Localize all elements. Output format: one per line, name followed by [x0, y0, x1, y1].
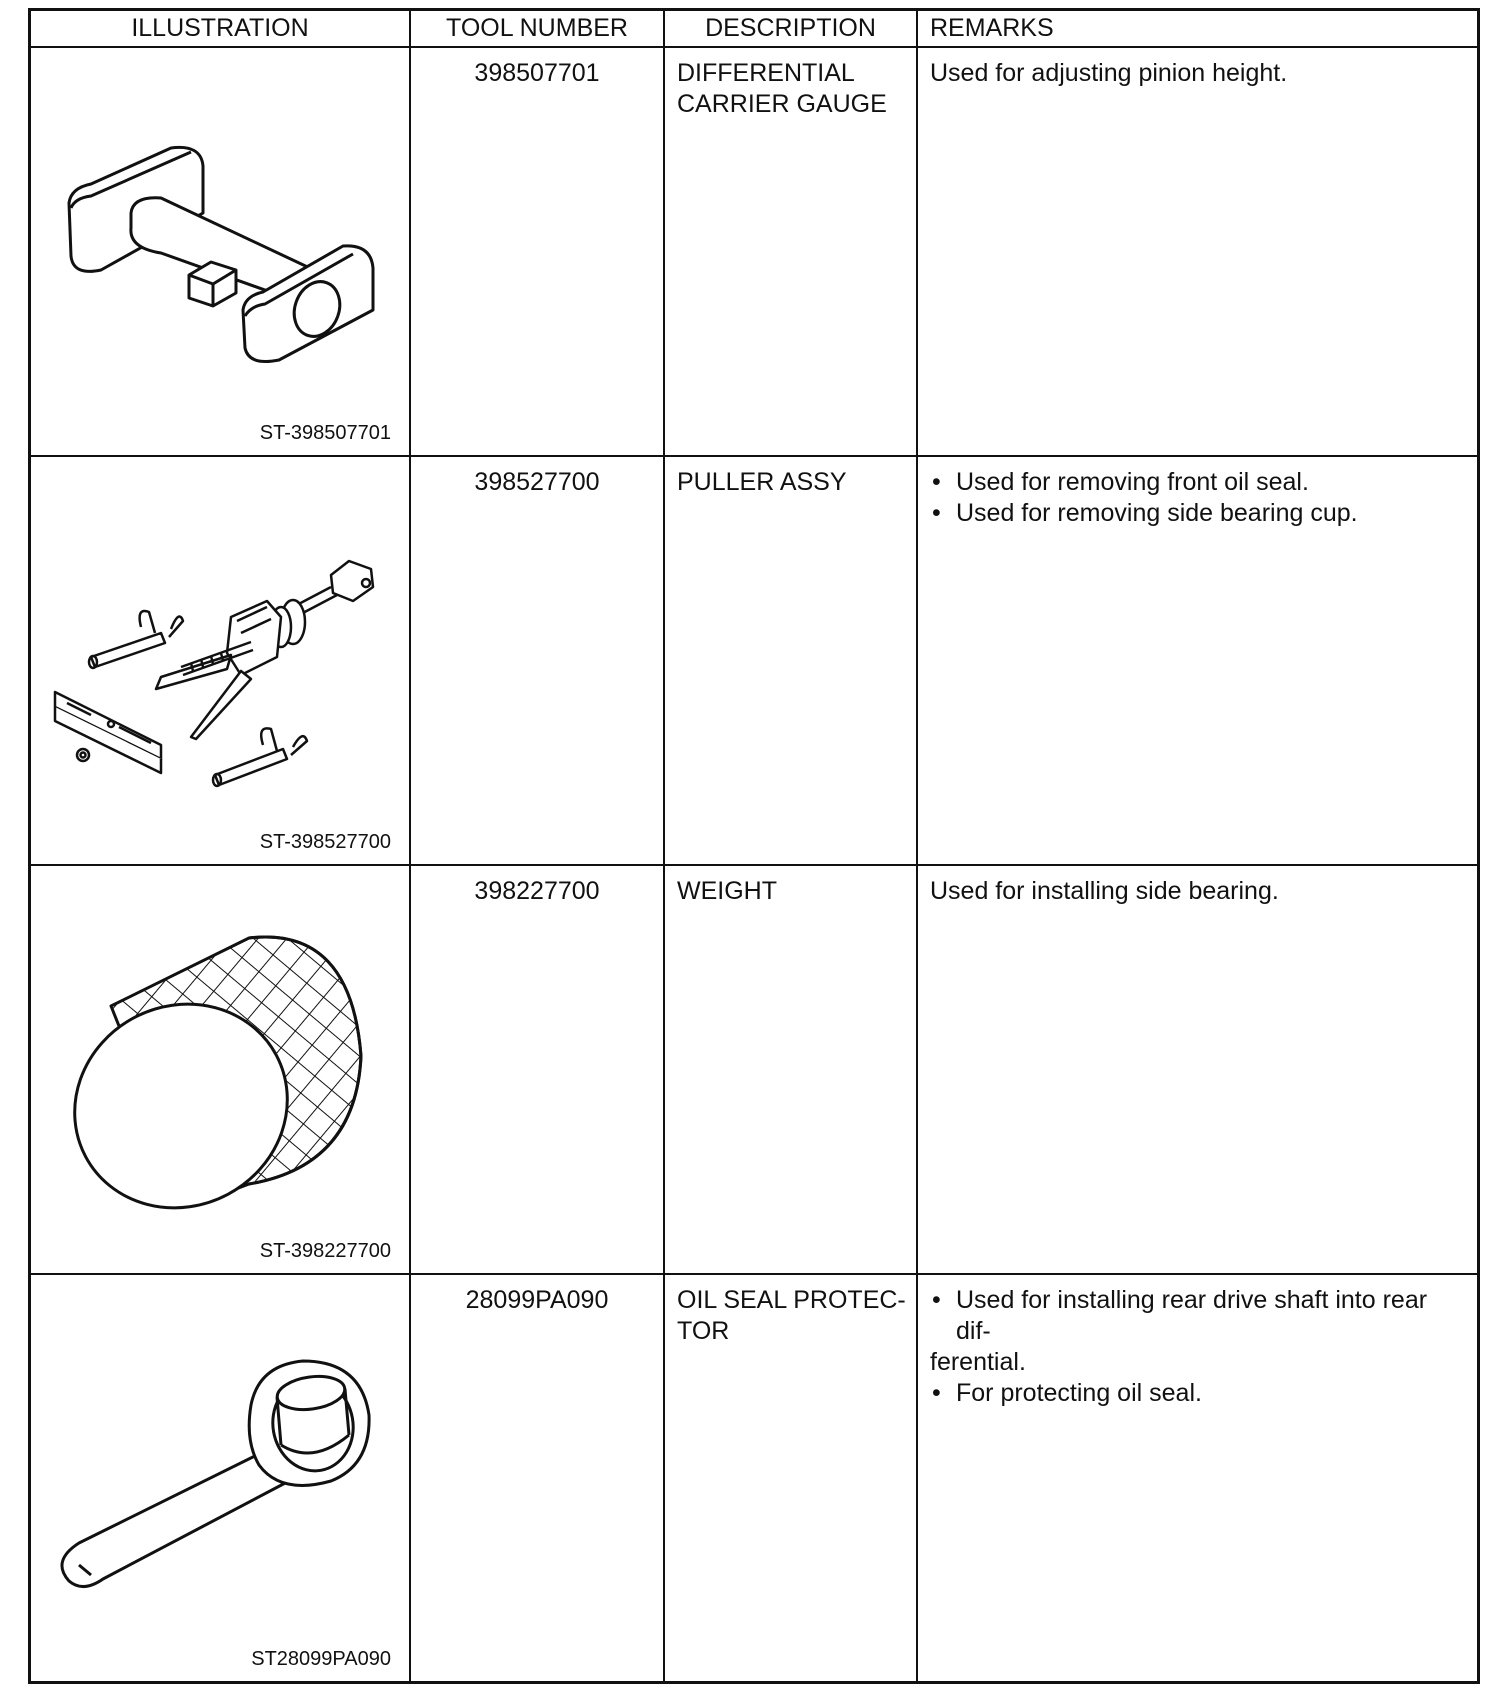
remark-text: Used for adjusting pinion height.: [930, 59, 1288, 87]
table-row: [31, 866, 1477, 1275]
remark-text: Used for installing side bearing.: [930, 877, 1279, 905]
tool-remarks: [918, 866, 1480, 1273]
header-illustration: ILLUSTRATION: [31, 11, 411, 46]
tool-description: OIL SEAL PROTEC- TOR: [665, 1275, 918, 1681]
oil-seal-protector-icon: [31, 1275, 409, 1681]
tool-number: 398527700: [411, 457, 665, 864]
table-row: [31, 48, 1477, 457]
remark-bullet: • For protecting oil seal.: [930, 1378, 1468, 1409]
table-row: [31, 457, 1477, 866]
illustration-cell: [31, 1275, 411, 1681]
illustration-code: ST-398507701: [259, 422, 391, 444]
remark-continuation: ferential.: [930, 1348, 1026, 1376]
illustration-cell: [31, 457, 411, 864]
tool-description: DIFFERENTIAL CARRIER GAUGE: [665, 48, 918, 455]
header-row: [31, 11, 1477, 48]
tool-remarks: [918, 1275, 1480, 1681]
special-tools-table: [28, 8, 1480, 1684]
tool-description: PULLER ASSY: [665, 457, 918, 864]
tool-number: 28099PA090: [411, 1275, 665, 1681]
table-row: [31, 1275, 1477, 1681]
header-tool-number: TOOL NUMBER: [411, 11, 665, 46]
differential-carrier-gauge-icon: [31, 48, 409, 455]
remark-bullet: • Used for removing front oil seal.: [930, 467, 1468, 498]
illustration-code: ST-398527700: [259, 831, 391, 853]
header-description: DESCRIPTION: [665, 11, 918, 46]
remark-bullet: • Used for removing side bearing cup.: [930, 498, 1468, 529]
header-remarks: REMARKS: [930, 14, 1054, 42]
tool-remarks: [918, 48, 1480, 455]
illustration-code: ST-398227700: [259, 1240, 391, 1262]
tool-remarks: [918, 457, 1480, 864]
tool-description: WEIGHT: [665, 866, 918, 1273]
illustration-cell: [31, 866, 411, 1273]
tool-number: 398507701: [411, 48, 665, 455]
puller-assy-icon: [31, 457, 409, 864]
illustration-cell: [31, 48, 411, 455]
weight-icon: [31, 866, 409, 1273]
tool-number: 398227700: [411, 866, 665, 1273]
remark-bullet: • Used for installing rear drive shaft into rear dif-: [930, 1285, 1468, 1347]
illustration-code: ST28099PA090: [251, 1648, 391, 1670]
